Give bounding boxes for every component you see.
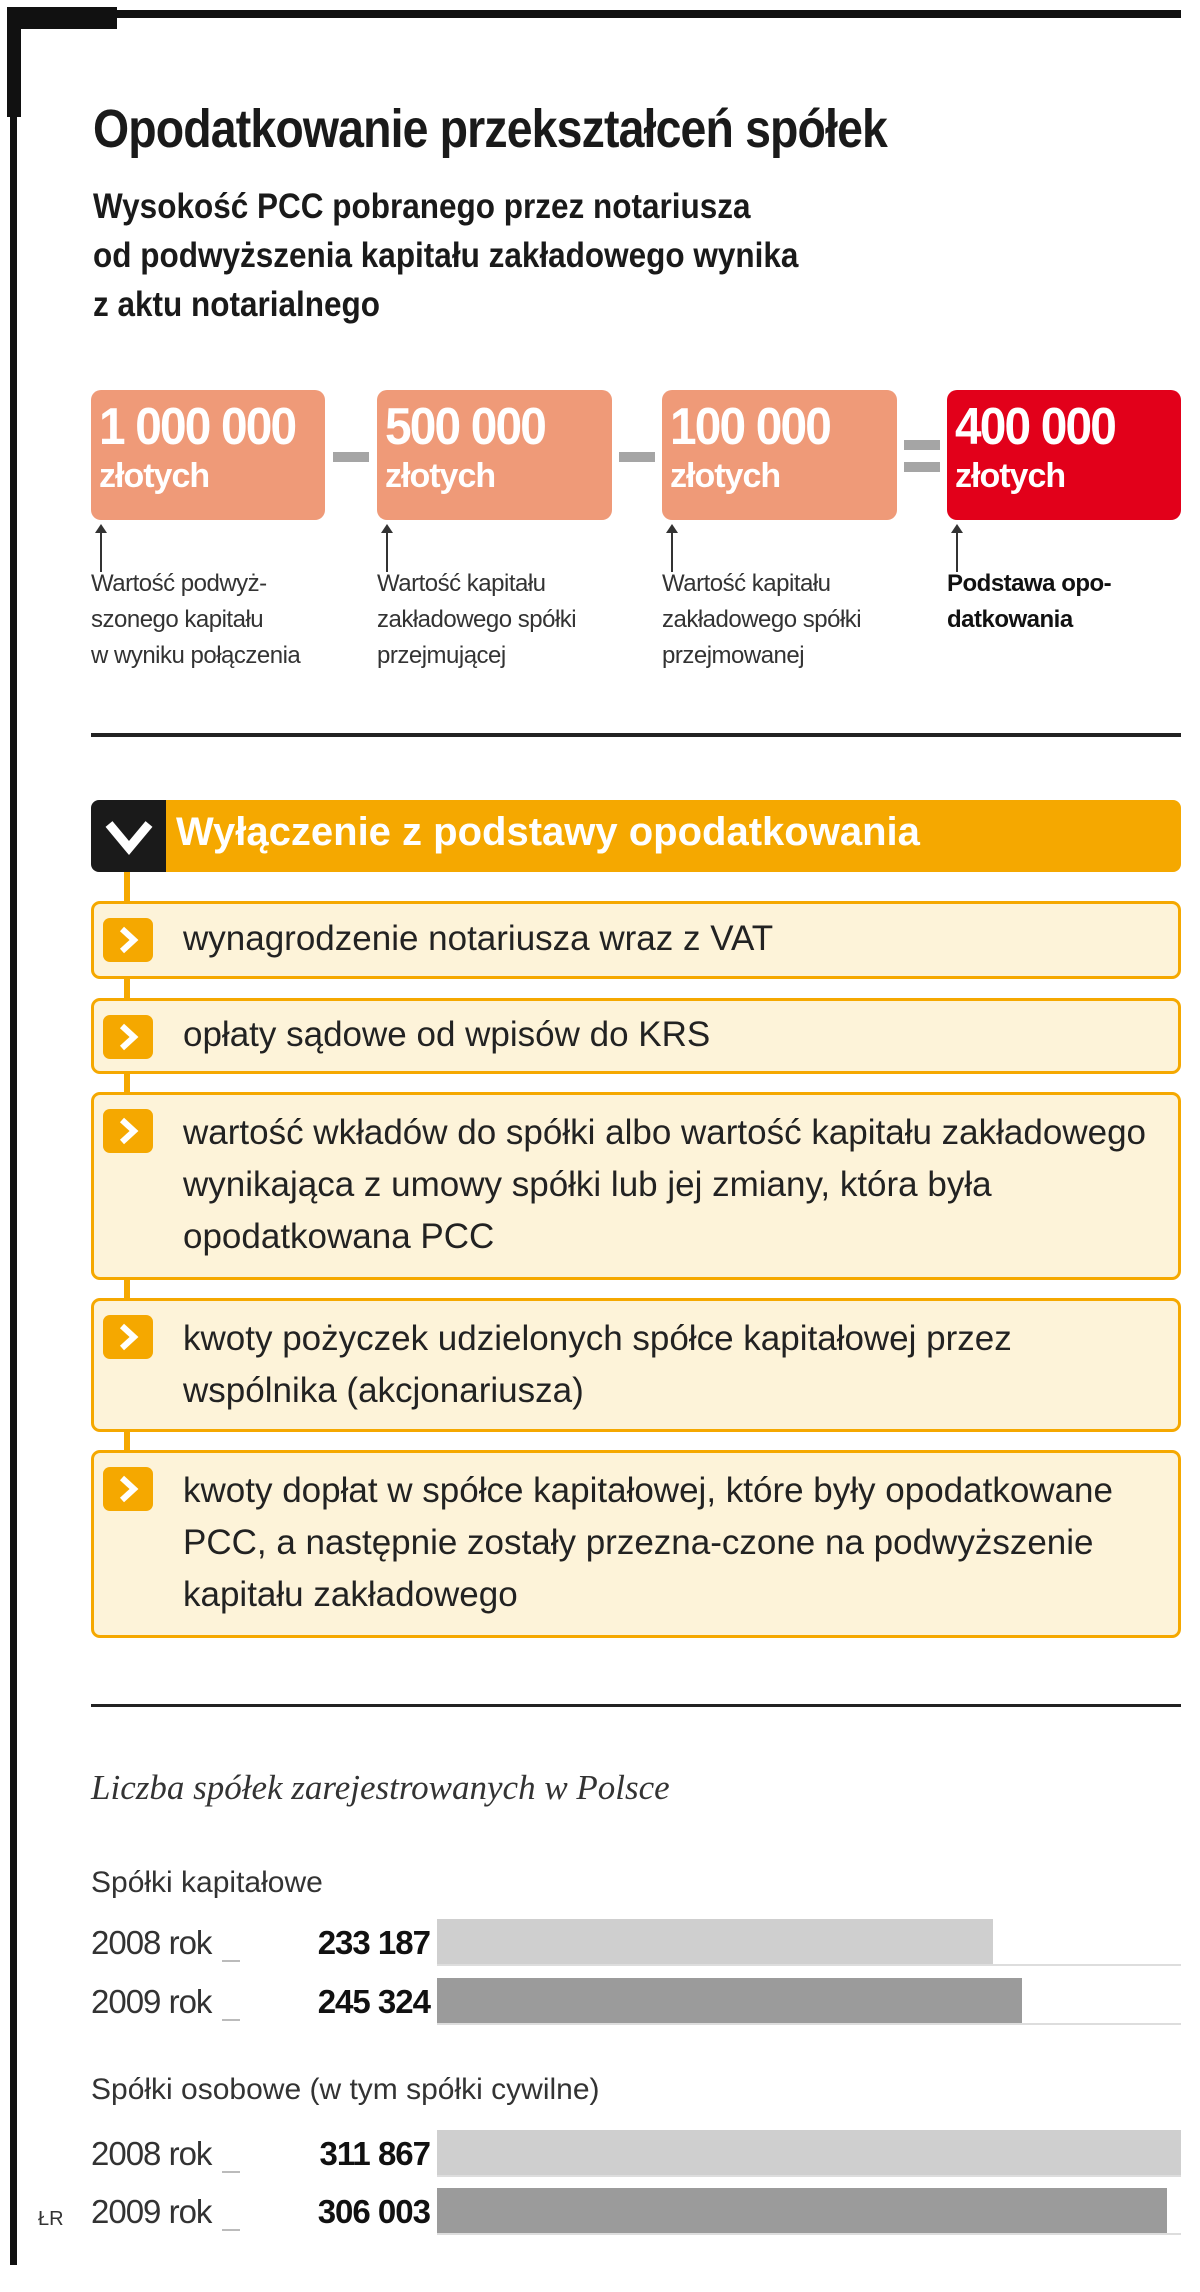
box-label <box>91 566 300 674</box>
divider <box>91 1704 1181 1707</box>
author-credit: ŁR <box>38 2208 64 2230</box>
label-line: w wyniku połączenia <box>91 642 301 669</box>
minus-icon <box>333 452 369 462</box>
label-line: Podstawa opo- <box>947 570 1112 597</box>
bar-baseline <box>437 2175 1181 2177</box>
label-line: Wartość podwyż- <box>91 570 267 597</box>
minus-icon <box>619 452 655 462</box>
bar <box>437 2188 1167 2233</box>
bar-baseline <box>437 1964 1181 1966</box>
box-value: 100 000 <box>670 398 831 456</box>
group-label: Spółki osobowe (w tym spółki cywilne) <box>91 2073 600 2106</box>
chevron-right-icon <box>103 1315 153 1359</box>
leader-dash <box>222 2229 240 2231</box>
year-label: 2008 rok <box>91 1924 212 1961</box>
label-line: Wartość kapitału <box>662 570 831 597</box>
bar <box>437 1978 1022 2023</box>
list-item <box>91 1298 1181 1432</box>
page-title: Opodatkowanie przekształceń spółek <box>93 99 888 159</box>
label-line: zakładowego spółki <box>377 606 577 633</box>
left-rule <box>10 7 17 2265</box>
box-unit: złotych <box>385 457 496 495</box>
box-value: 500 000 <box>385 398 546 456</box>
subtitle-line: z aktu notarialnego <box>93 285 381 324</box>
box-value: 1 000 000 <box>99 398 296 456</box>
box-value: 400 000 <box>955 398 1116 456</box>
box-increased-capital <box>91 390 325 520</box>
list-item <box>91 1450 1181 1638</box>
item-text: wartość wkładów do spółki albo wartość kapitału zakładowego wynikająca z umowy spółki lub jej zmiany, która była opodatkowana PCC <box>183 1113 1146 1256</box>
list-item <box>91 1092 1181 1280</box>
exclusions-header: Wyłączenie z podstawy opodatkowania <box>166 800 1181 872</box>
subtitle-line: Wysokość PCC pobranego przez notariusza <box>93 187 751 226</box>
label-line: zakładowego spółki <box>662 606 862 633</box>
bar-baseline <box>437 2023 1181 2025</box>
leader-dash <box>222 2171 240 2173</box>
chevron-right-icon <box>103 1109 153 1153</box>
label-line: szonego kapitału <box>91 606 264 633</box>
box-tax-base <box>947 390 1181 520</box>
chevron-down-icon <box>91 800 167 872</box>
corner-block <box>7 7 117 29</box>
box-unit: złotych <box>99 457 210 495</box>
item-text: wynagrodzenie notariusza wraz z VAT <box>183 919 774 958</box>
bar <box>437 2130 1181 2175</box>
label-line: Wartość kapitału <box>377 570 546 597</box>
box-unit: złotych <box>955 457 1066 495</box>
bar-value: 311 867 <box>319 2135 430 2172</box>
bar-value: 233 187 <box>317 1924 430 1961</box>
group-label: Spółki kapitałowe <box>91 1866 323 1899</box>
box-unit: złotych <box>670 457 781 495</box>
year-label: 2009 rok <box>91 2193 212 2230</box>
equals-icon-bottom <box>904 462 940 472</box>
equals-icon-top <box>904 440 940 450</box>
label-line: datkowania <box>947 606 1073 633</box>
chart-title: Liczba spółek zarejestrowanych w Polsce <box>91 1768 670 1807</box>
box-label <box>947 566 1111 638</box>
item-text: kwoty dopłat w spółce kapitałowej, które były opodatkowane PCC, a następnie zostały przezna-czone na podwyższenie kapitału zakładowego <box>183 1471 1113 1614</box>
leader-dash <box>222 2019 240 2021</box>
bar <box>437 1919 993 1964</box>
bar-baseline <box>437 2233 1181 2235</box>
box-acquiring-capital <box>377 390 612 520</box>
box-label <box>662 566 861 674</box>
subtitle <box>93 182 798 329</box>
label-line: przejmowanej <box>662 642 805 669</box>
chevron-right-icon <box>103 918 153 962</box>
list-item <box>91 901 1181 979</box>
year-label: 2008 rok <box>91 2135 212 2172</box>
leader-dash <box>222 1960 240 1962</box>
divider <box>91 733 1181 737</box>
chevron-right-icon <box>103 1015 153 1059</box>
subtitle-line: od podwyższenia kapitału zakładowego wynika <box>93 236 799 275</box>
list-item <box>91 998 1181 1074</box>
chevron-right-icon <box>103 1467 153 1511</box>
top-rule <box>7 10 1181 18</box>
item-text: opłaty sądowe od wpisów do KRS <box>183 1015 711 1054</box>
item-text: kwoty pożyczek udzielonych spółce kapitałowej przez wspólnika (akcjonariusza) <box>183 1319 1012 1410</box>
year-label: 2009 rok <box>91 1983 212 2020</box>
box-label <box>377 566 576 674</box>
label-line: przejmującej <box>377 642 506 669</box>
box-acquired-capital <box>662 390 897 520</box>
bar-value: 245 324 <box>317 1983 430 2020</box>
bar-value: 306 003 <box>317 2193 430 2230</box>
